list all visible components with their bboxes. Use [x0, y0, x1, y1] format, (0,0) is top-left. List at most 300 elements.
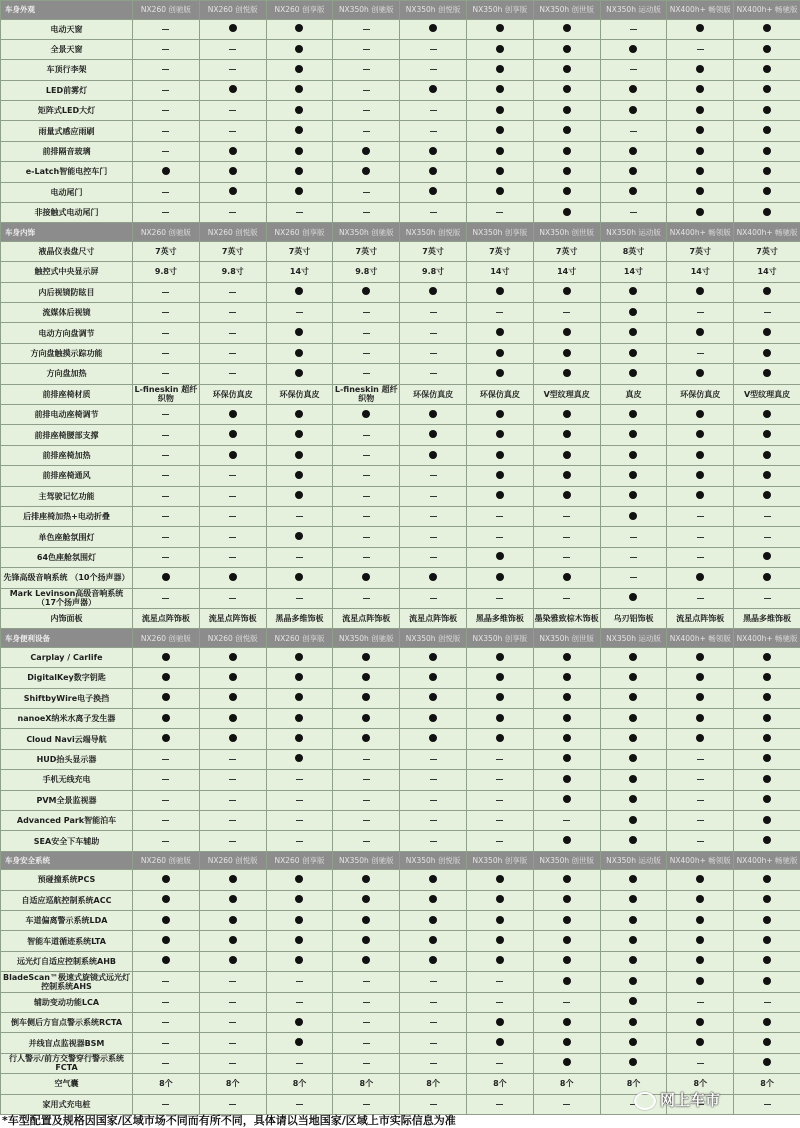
dash-icon: [229, 475, 236, 476]
not-available: [400, 121, 467, 141]
dash-icon: [430, 475, 437, 476]
standard-dot: [734, 810, 800, 830]
dash-icon: [162, 598, 169, 599]
standard-dot: [734, 282, 800, 302]
not-available: [199, 992, 266, 1012]
standard-dot: [734, 364, 800, 384]
standard-dot: [533, 931, 600, 951]
dash-icon: [430, 537, 437, 538]
dash-icon: [430, 312, 437, 313]
column-header: NX260 创享版: [266, 1, 333, 20]
table-row: [1, 162, 800, 182]
column-header: NX350h 创悦版: [400, 629, 467, 648]
dash-icon: [430, 373, 437, 374]
table-row: [1, 1033, 800, 1053]
standard-dot: [734, 486, 800, 506]
table-row: [1, 323, 800, 343]
not-available: [133, 323, 200, 343]
standard-dot: [600, 425, 667, 445]
not-available: [199, 466, 266, 486]
standard-dot: [533, 972, 600, 992]
dash-icon: [697, 49, 704, 50]
filled-dot-icon: [429, 410, 437, 418]
dash-icon: [296, 800, 303, 801]
feature-name: Carplay / Carlife: [1, 647, 133, 667]
not-available: [734, 992, 800, 1012]
column-header: NX260 创悦版: [199, 629, 266, 648]
not-available: [133, 1033, 200, 1053]
standard-dot: [533, 101, 600, 121]
table-row: [1, 1053, 800, 1073]
dash-icon: [430, 598, 437, 599]
not-available: [734, 1094, 800, 1114]
filled-dot-icon: [763, 187, 771, 195]
standard-dot: [199, 890, 266, 910]
filled-dot-icon: [696, 208, 704, 216]
standard-dot: [199, 729, 266, 749]
filled-dot-icon: [496, 956, 504, 964]
standard-dot: [333, 931, 400, 951]
not-available: [133, 749, 200, 769]
standard-dot: [466, 951, 533, 971]
not-available: [333, 323, 400, 343]
dash-icon: [430, 333, 437, 334]
standard-dot: [734, 790, 800, 810]
standard-dot: [600, 445, 667, 465]
not-available: [133, 19, 200, 39]
spec-value: 墨染雅致棕木饰板: [533, 608, 600, 628]
spec-value: 流星点阵饰板: [400, 608, 467, 628]
standard-dot: [667, 951, 734, 971]
feature-name: 车道偏离警示系统LDA: [1, 911, 133, 931]
watermark-text: 网上车市: [660, 1091, 720, 1109]
standard-dot: [667, 121, 734, 141]
dash-icon: [229, 1022, 236, 1023]
standard-dot: [400, 282, 467, 302]
dash-icon: [430, 496, 437, 497]
dash-icon: [162, 557, 169, 558]
column-header: NX350h 创悦版: [400, 851, 467, 870]
dash-icon: [162, 131, 169, 132]
dash-icon: [430, 1104, 437, 1105]
not-available: [400, 303, 467, 323]
standard-dot: [266, 749, 333, 769]
feature-name: 内饰面板: [1, 608, 133, 628]
filled-dot-icon: [629, 997, 637, 1005]
standard-dot: [533, 951, 600, 971]
standard-dot: [734, 668, 800, 688]
standard-dot: [667, 870, 734, 890]
filled-dot-icon: [496, 895, 504, 903]
filled-dot-icon: [429, 430, 437, 438]
standard-dot: [133, 688, 200, 708]
standard-dot: [333, 951, 400, 971]
not-available: [199, 486, 266, 506]
not-available: [667, 770, 734, 790]
dash-icon: [229, 312, 236, 313]
dash-icon: [162, 212, 169, 213]
spec-value: 环保仿真皮: [667, 384, 734, 404]
spec-value: 8个: [400, 1074, 467, 1094]
standard-dot: [333, 668, 400, 688]
filled-dot-icon: [629, 875, 637, 883]
dash-icon: [296, 981, 303, 982]
standard-dot: [133, 729, 200, 749]
not-available: [400, 749, 467, 769]
standard-dot: [734, 39, 800, 59]
dash-icon: [229, 1104, 236, 1105]
not-available: [466, 527, 533, 547]
filled-dot-icon: [696, 734, 704, 742]
filled-dot-icon: [763, 754, 771, 762]
standard-dot: [734, 405, 800, 425]
standard-dot: [133, 870, 200, 890]
table-row: [1, 241, 800, 261]
not-available: [600, 60, 667, 80]
standard-dot: [199, 668, 266, 688]
filled-dot-icon: [763, 430, 771, 438]
filled-dot-icon: [763, 24, 771, 32]
dash-icon: [363, 29, 370, 30]
filled-dot-icon: [563, 147, 571, 155]
dash-icon: [229, 110, 236, 111]
dash-icon: [296, 557, 303, 558]
filled-dot-icon: [763, 653, 771, 661]
standard-dot: [667, 282, 734, 302]
standard-dot: [667, 568, 734, 588]
filled-dot-icon: [629, 754, 637, 762]
dash-icon: [563, 820, 570, 821]
standard-dot: [600, 1053, 667, 1073]
standard-dot: [600, 39, 667, 59]
filled-dot-icon: [763, 573, 771, 581]
standard-dot: [266, 121, 333, 141]
filled-dot-icon: [496, 936, 504, 944]
dash-icon: [697, 779, 704, 780]
standard-dot: [600, 810, 667, 830]
feature-name: DigitalKey数字钥匙: [1, 668, 133, 688]
dash-icon: [496, 779, 503, 780]
feature-name: PVM全景监视器: [1, 790, 133, 810]
not-available: [600, 527, 667, 547]
filled-dot-icon: [295, 653, 303, 661]
dash-icon: [697, 1002, 704, 1003]
filled-dot-icon: [295, 754, 303, 762]
filled-dot-icon: [429, 24, 437, 32]
filled-dot-icon: [362, 147, 370, 155]
filled-dot-icon: [362, 956, 370, 964]
feature-name: 先锋高级音响系统 （10个扬声器）: [1, 568, 133, 588]
standard-dot: [400, 80, 467, 100]
filled-dot-icon: [629, 308, 637, 316]
not-available: [734, 527, 800, 547]
not-available: [333, 203, 400, 223]
filled-dot-icon: [429, 734, 437, 742]
dash-icon: [229, 516, 236, 517]
not-available: [133, 831, 200, 851]
dash-icon: [229, 212, 236, 213]
standard-dot: [734, 831, 800, 851]
spec-value: L-fineskin 超纤织物: [333, 384, 400, 404]
feature-name: 矩阵式LED大灯: [1, 101, 133, 121]
not-available: [333, 466, 400, 486]
filled-dot-icon: [629, 895, 637, 903]
section-title: 车身外观: [1, 1, 133, 20]
feature-name: 液晶仪表盘尺寸: [1, 241, 133, 261]
filled-dot-icon: [563, 775, 571, 783]
spec-value: 14寸: [466, 262, 533, 282]
filled-dot-icon: [563, 956, 571, 964]
dash-icon: [563, 1002, 570, 1003]
filled-dot-icon: [295, 936, 303, 944]
not-available: [400, 364, 467, 384]
dash-icon: [430, 1002, 437, 1003]
feature-name: BladeScan™极速式旋镜式远光灯控制系统AHS: [1, 972, 133, 992]
filled-dot-icon: [696, 106, 704, 114]
spec-value: 8个: [667, 1074, 734, 1094]
not-available: [333, 992, 400, 1012]
not-available: [333, 60, 400, 80]
filled-dot-icon: [563, 126, 571, 134]
filled-dot-icon: [763, 836, 771, 844]
filled-dot-icon: [429, 287, 437, 295]
spec-value: 流星点阵饰板: [333, 608, 400, 628]
filled-dot-icon: [229, 956, 237, 964]
filled-dot-icon: [496, 287, 504, 295]
standard-dot: [667, 668, 734, 688]
feature-name: 前排座椅通风: [1, 466, 133, 486]
standard-dot: [533, 1012, 600, 1032]
filled-dot-icon: [162, 936, 170, 944]
filled-dot-icon: [629, 775, 637, 783]
not-available: [667, 547, 734, 567]
filled-dot-icon: [162, 693, 170, 701]
spec-value: L-fineskin 超纤织物: [133, 384, 200, 404]
filled-dot-icon: [763, 936, 771, 944]
standard-dot: [600, 831, 667, 851]
filled-dot-icon: [563, 430, 571, 438]
filled-dot-icon: [496, 653, 504, 661]
spec-value: 黑晶多维饰板: [734, 608, 800, 628]
spec-value: 7英寸: [133, 241, 200, 261]
dash-icon: [363, 435, 370, 436]
filled-dot-icon: [696, 287, 704, 295]
dash-icon: [430, 779, 437, 780]
not-available: [466, 1053, 533, 1073]
standard-dot: [199, 647, 266, 667]
standard-dot: [667, 931, 734, 951]
filled-dot-icon: [496, 430, 504, 438]
table-row: [1, 568, 800, 588]
feature-name: 前排座椅加热: [1, 445, 133, 465]
section-title: 车身安全系统: [1, 851, 133, 870]
not-available: [199, 810, 266, 830]
filled-dot-icon: [629, 512, 637, 520]
filled-dot-icon: [629, 593, 637, 601]
spec-value: 7英寸: [199, 241, 266, 261]
dash-icon: [363, 49, 370, 50]
table-row: [1, 203, 800, 223]
standard-dot: [667, 890, 734, 910]
not-available: [400, 790, 467, 810]
standard-dot: [266, 323, 333, 343]
filled-dot-icon: [763, 977, 771, 985]
filled-dot-icon: [696, 147, 704, 155]
filled-dot-icon: [162, 673, 170, 681]
filled-dot-icon: [229, 673, 237, 681]
not-available: [199, 1053, 266, 1073]
filled-dot-icon: [429, 85, 437, 93]
dash-icon: [162, 353, 169, 354]
feature-name: 电动天窗: [1, 19, 133, 39]
feature-name: 前排电动座椅调节: [1, 405, 133, 425]
filled-dot-icon: [362, 875, 370, 883]
filled-dot-icon: [763, 875, 771, 883]
standard-dot: [199, 80, 266, 100]
filled-dot-icon: [629, 956, 637, 964]
standard-dot: [734, 162, 800, 182]
dash-icon: [430, 516, 437, 517]
filled-dot-icon: [629, 85, 637, 93]
filled-dot-icon: [763, 714, 771, 722]
dash-icon: [162, 759, 169, 760]
standard-dot: [734, 647, 800, 667]
dash-icon: [162, 333, 169, 334]
column-header: NX260 创驰版: [133, 223, 200, 242]
standard-dot: [133, 162, 200, 182]
filled-dot-icon: [295, 471, 303, 479]
dash-icon: [496, 841, 503, 842]
standard-dot: [400, 709, 467, 729]
column-header: NX260 创驰版: [133, 851, 200, 870]
filled-dot-icon: [563, 895, 571, 903]
standard-dot: [266, 647, 333, 667]
table-row: [1, 647, 800, 667]
table-row: [1, 608, 800, 628]
standard-dot: [333, 709, 400, 729]
table-row: [1, 911, 800, 931]
standard-dot: [466, 60, 533, 80]
table-row: [1, 951, 800, 971]
filled-dot-icon: [496, 65, 504, 73]
dash-icon: [296, 212, 303, 213]
standard-dot: [533, 343, 600, 363]
filled-dot-icon: [696, 126, 704, 134]
dash-icon: [430, 353, 437, 354]
filled-dot-icon: [563, 693, 571, 701]
dash-icon: [496, 1063, 503, 1064]
not-available: [333, 19, 400, 39]
feature-name: 自适应巡航控制系统ACC: [1, 890, 133, 910]
dash-icon: [162, 516, 169, 517]
standard-dot: [734, 709, 800, 729]
filled-dot-icon: [629, 1018, 637, 1026]
dash-icon: [162, 373, 169, 374]
filled-dot-icon: [563, 410, 571, 418]
filled-dot-icon: [229, 85, 237, 93]
column-header: NX350h 创世版: [533, 223, 600, 242]
not-available: [199, 364, 266, 384]
column-header: NX260 创悦版: [199, 223, 266, 242]
standard-dot: [600, 972, 667, 992]
dash-icon: [162, 151, 169, 152]
filled-dot-icon: [696, 85, 704, 93]
standard-dot: [600, 364, 667, 384]
not-available: [266, 992, 333, 1012]
standard-dot: [133, 951, 200, 971]
filled-dot-icon: [763, 816, 771, 824]
feature-name: 行人警示/前方交警穿行警示系统FCTA: [1, 1053, 133, 1073]
filled-dot-icon: [429, 673, 437, 681]
dash-icon: [363, 800, 370, 801]
standard-dot: [133, 931, 200, 951]
feature-name: 全景天窗: [1, 39, 133, 59]
standard-dot: [533, 405, 600, 425]
standard-dot: [466, 729, 533, 749]
filled-dot-icon: [229, 167, 237, 175]
footnote: *车型配置及规格因国家/区域市场不同而有所不同，具体请以当地国家/区域上市实际信息为准: [2, 1112, 456, 1128]
dash-icon: [229, 1043, 236, 1044]
filled-dot-icon: [629, 795, 637, 803]
filled-dot-icon: [629, 673, 637, 681]
filled-dot-icon: [496, 349, 504, 357]
not-available: [133, 101, 200, 121]
spec-value: 环保仿真皮: [400, 384, 467, 404]
dash-icon: [229, 292, 236, 293]
filled-dot-icon: [763, 65, 771, 73]
filled-dot-icon: [429, 167, 437, 175]
dash-icon: [162, 841, 169, 842]
not-available: [667, 749, 734, 769]
not-available: [133, 203, 200, 223]
standard-dot: [600, 141, 667, 161]
dash-icon: [363, 69, 370, 70]
filled-dot-icon: [496, 147, 504, 155]
filled-dot-icon: [162, 734, 170, 742]
not-available: [133, 992, 200, 1012]
standard-dot: [266, 466, 333, 486]
dash-icon: [363, 841, 370, 842]
standard-dot: [600, 890, 667, 910]
filled-dot-icon: [763, 552, 771, 560]
column-header: NX350h 创享版: [466, 223, 533, 242]
filled-dot-icon: [696, 430, 704, 438]
not-available: [333, 588, 400, 608]
section-header: [1, 851, 800, 870]
not-available: [667, 343, 734, 363]
standard-dot: [533, 790, 600, 810]
standard-dot: [466, 141, 533, 161]
table-row: [1, 547, 800, 567]
table-row: [1, 870, 800, 890]
standard-dot: [600, 668, 667, 688]
standard-dot: [466, 647, 533, 667]
dash-icon: [229, 820, 236, 821]
not-available: [400, 506, 467, 526]
filled-dot-icon: [763, 775, 771, 783]
dash-icon: [229, 598, 236, 599]
spec-value: 9.8寸: [333, 262, 400, 282]
dash-icon: [162, 292, 169, 293]
feature-name: 流媒体后视镜: [1, 303, 133, 323]
standard-dot: [533, 364, 600, 384]
filled-dot-icon: [229, 916, 237, 924]
filled-dot-icon: [696, 653, 704, 661]
standard-dot: [266, 931, 333, 951]
standard-dot: [199, 425, 266, 445]
not-available: [667, 588, 734, 608]
standard-dot: [266, 729, 333, 749]
